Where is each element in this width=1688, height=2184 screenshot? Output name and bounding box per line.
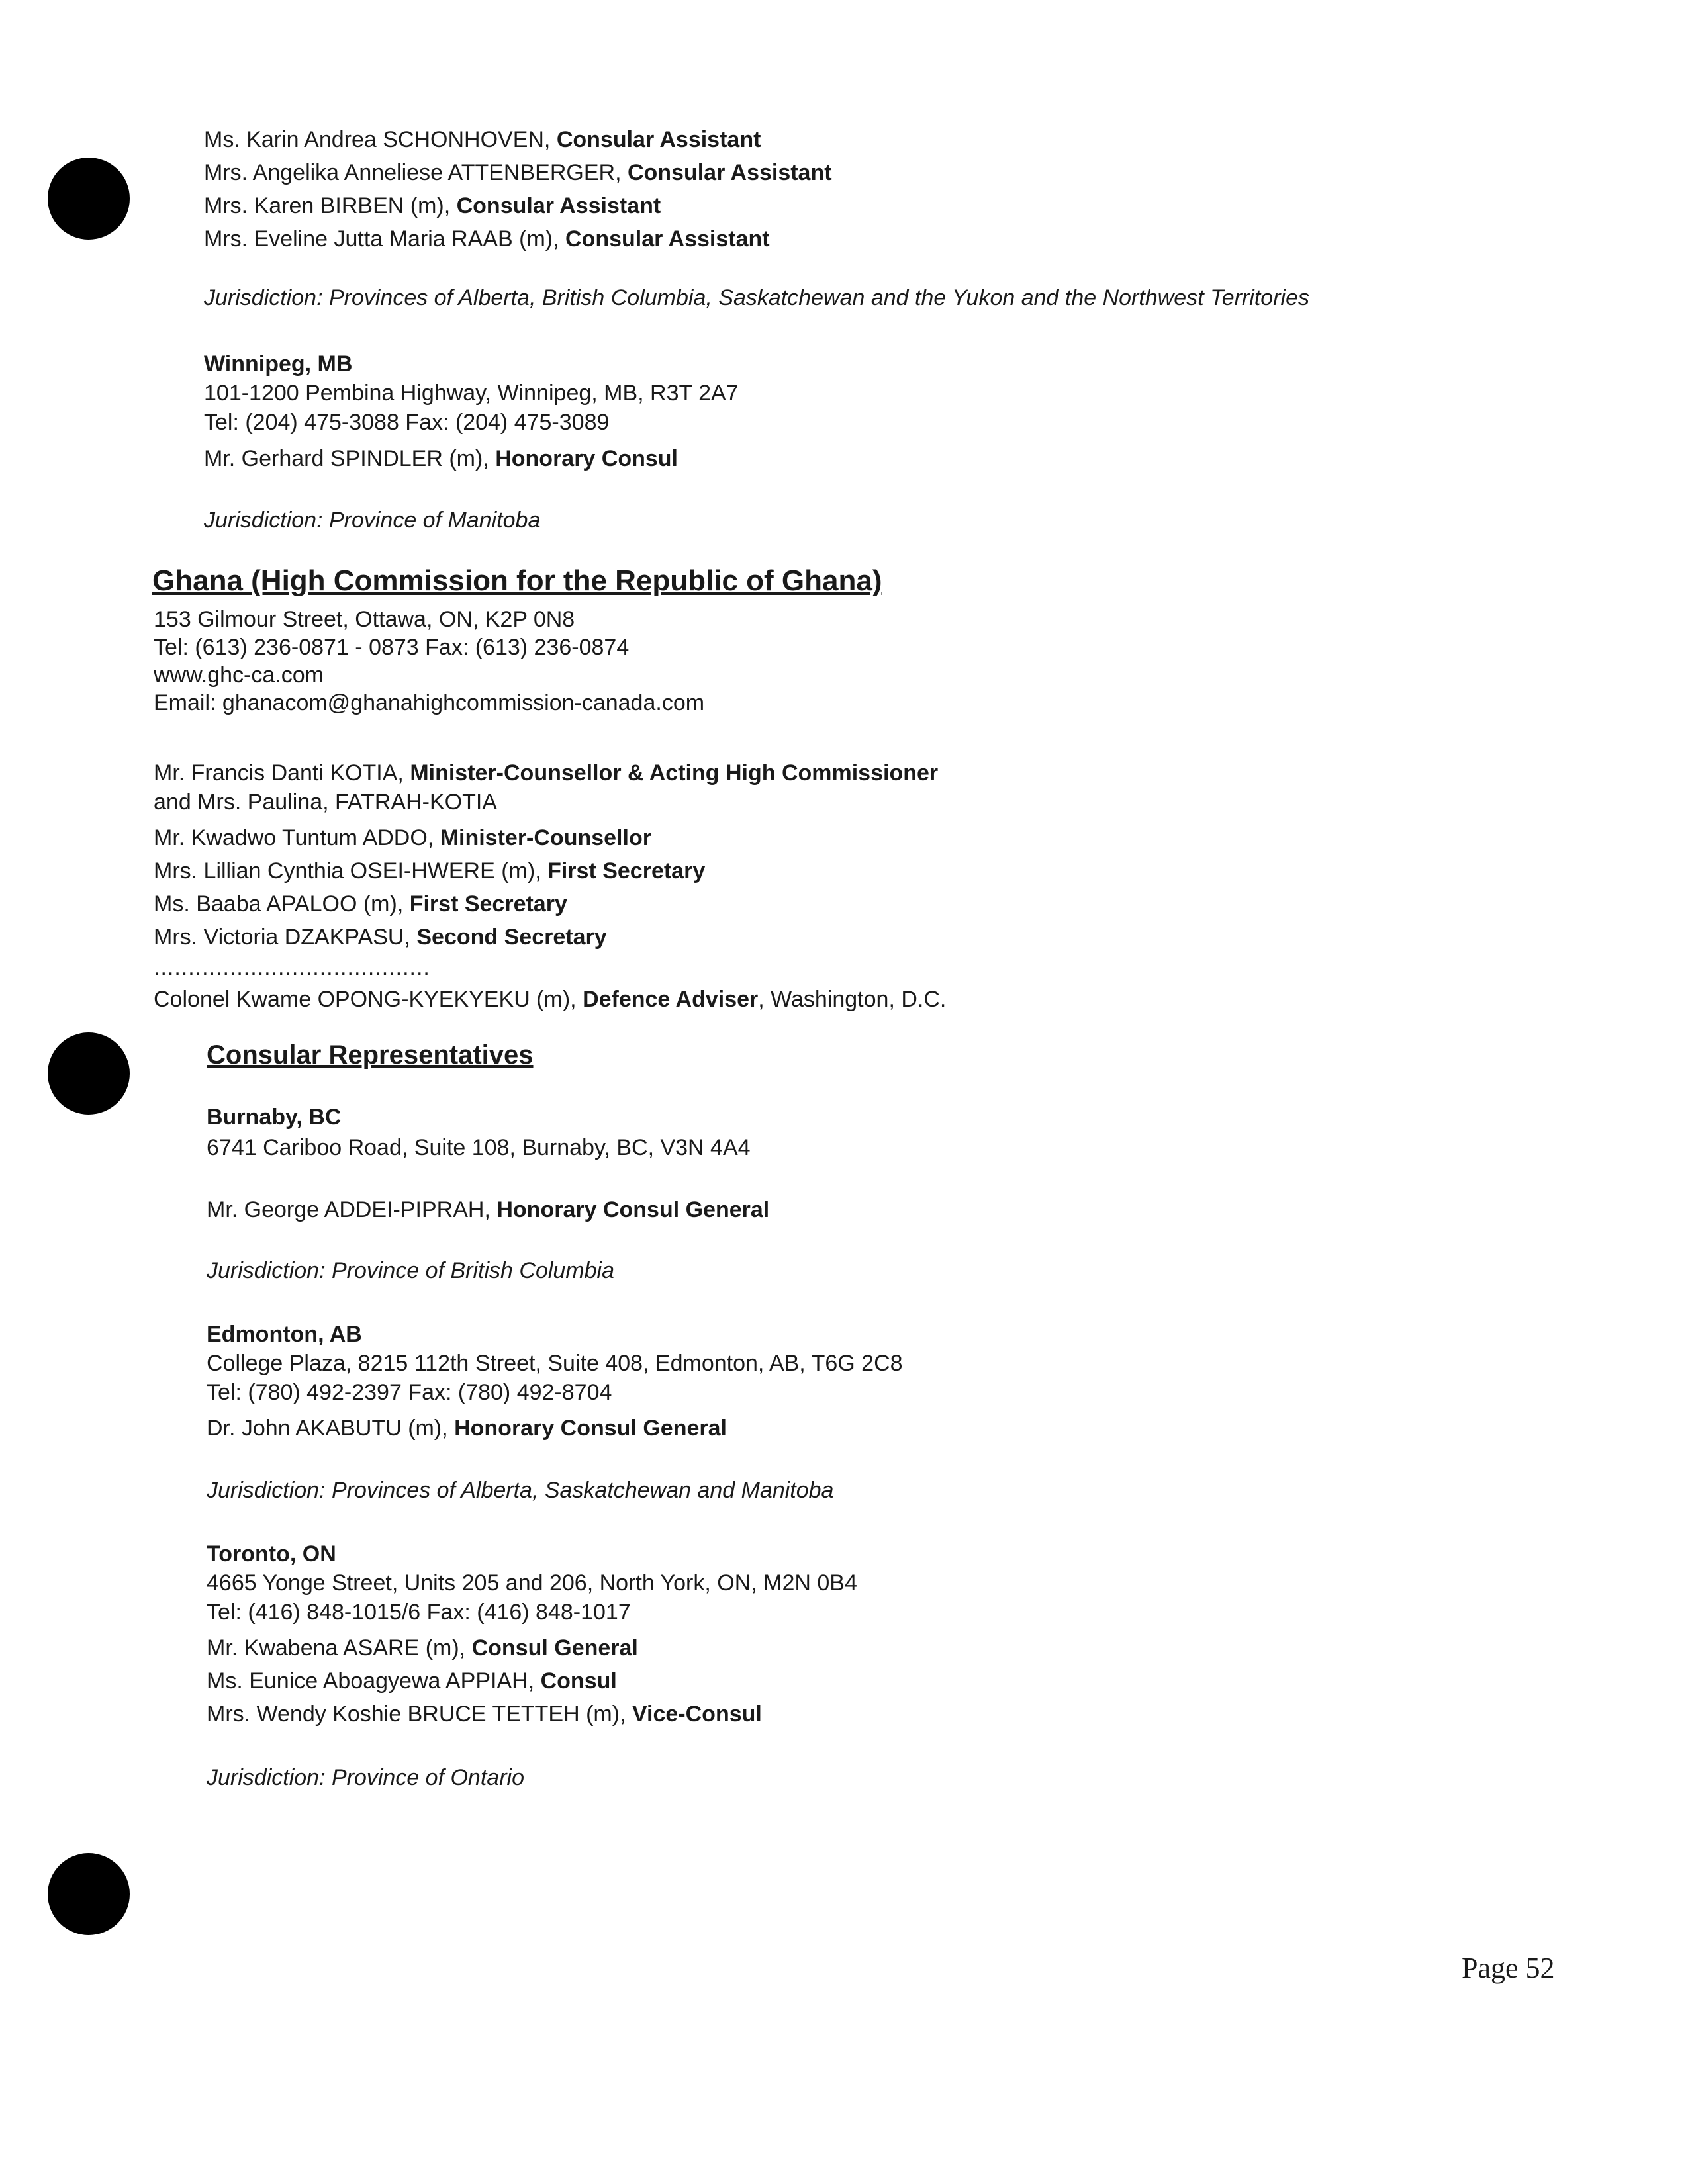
staff-line: Mrs. Eveline Jutta Maria RAAB (m), Consular Assistant [204,226,770,251]
section-heading: Consular Representatives [207,1040,534,1069]
punch-hole-middle [48,1032,130,1115]
staff-line: Mr. George ADDEI-PIPRAH, Honorary Consul General [207,1197,770,1222]
punch-hole-top [48,158,130,240]
city-heading: Edmonton, AB [207,1322,362,1347]
jurisdiction-line: Jurisdiction: Province of Ontario [207,1765,524,1790]
staff-line: Mr. Kwabena ASARE (m), Consul General [207,1635,638,1661]
email-line: Email: ghanacom@ghanahighcommission-canada.com [154,690,705,715]
phone-line: Tel: (416) 848-1015/6 Fax: (416) 848-1017 [207,1600,631,1625]
address-line: 101-1200 Pembina Highway, Winnipeg, MB, R3T 2A7 [204,381,739,406]
staff-line: Dr. John AKABUTU (m), Honorary Consul General [207,1416,727,1441]
staff-line: Ms. Karin Andrea SCHONHOVEN, Consular Assistant [204,127,761,152]
city-heading: Burnaby, BC [207,1105,342,1130]
address-line: 6741 Cariboo Road, Suite 108, Burnaby, BC, V3N 4A4 [207,1135,751,1160]
staff-line: Mr. Gerhard SPINDLER (m), Honorary Consul [204,446,679,471]
phone-line: Tel: (613) 236-0871 - 0873 Fax: (613) 236-0874 [154,635,630,660]
staff-line: Mrs. Karen BIRBEN (m), Consular Assistant [204,193,661,218]
punch-hole-bottom [48,1853,130,1935]
jurisdiction-line: Jurisdiction: Province of Manitoba [204,508,541,533]
city-heading: Toronto, ON [207,1541,336,1567]
staff-line: and Mrs. Paulina, FATRAH-KOTIA [154,790,497,815]
staff-line: Mrs. Wendy Koshie BRUCE TETTEH (m), Vice-Consul [207,1702,762,1727]
staff-line: Ms. Eunice Aboagyewa APPIAH, Consul [207,1668,617,1694]
address-line: College Plaza, 8215 112th Street, Suite 408, Edmonton, AB, T6G 2C8 [207,1351,903,1376]
phone-line: Tel: (780) 492-2397 Fax: (780) 492-8704 [207,1380,612,1405]
page-number: Page 52 [1462,1952,1555,1984]
jurisdiction-line: Jurisdiction: Provinces of Alberta, Saskatchewan and Manitoba [207,1478,834,1503]
city-heading: Winnipeg, MB [204,351,353,377]
staff-line: Ms. Baaba APALOO (m), First Secretary [154,891,567,917]
staff-line: Mrs. Lillian Cynthia OSEI-HWERE (m), First Secretary [154,858,706,884]
staff-line: Colonel Kwame OPONG-KYEKYEKU (m), Defence Adviser, Washington, D.C. [154,987,947,1012]
jurisdiction-line: Jurisdiction: Province of British Columbia [207,1258,615,1283]
jurisdiction-line: Jurisdiction: Provinces of Alberta, British Columbia, Saskatchewan and the Yukon and the Northwest Territories [204,285,1309,310]
address-line: 4665 Yonge Street, Units 205 and 206, North York, ON, M2N 0B4 [207,1570,857,1596]
staff-line: Mr. Francis Danti KOTIA, Minister-Counsellor & Acting High Commissioner [154,760,939,786]
staff-line: Mrs. Angelika Anneliese ATTENBERGER, Consular Assistant [204,160,832,185]
dotted-separator: ........................................ [154,955,430,980]
phone-line: Tel: (204) 475-3088 Fax: (204) 475-3089 [204,410,610,435]
address-line: 153 Gilmour Street, Ottawa, ON, K2P 0N8 [154,607,575,632]
staff-line: Mrs. Victoria DZAKPASU, Second Secretary [154,925,607,950]
staff-line: Mr. Kwadwo Tuntum ADDO, Minister-Counsellor [154,825,651,850]
website-line: www.ghc-ca.com [154,662,324,688]
country-heading: Ghana (High Commission for the Republic of Ghana) [152,565,882,597]
